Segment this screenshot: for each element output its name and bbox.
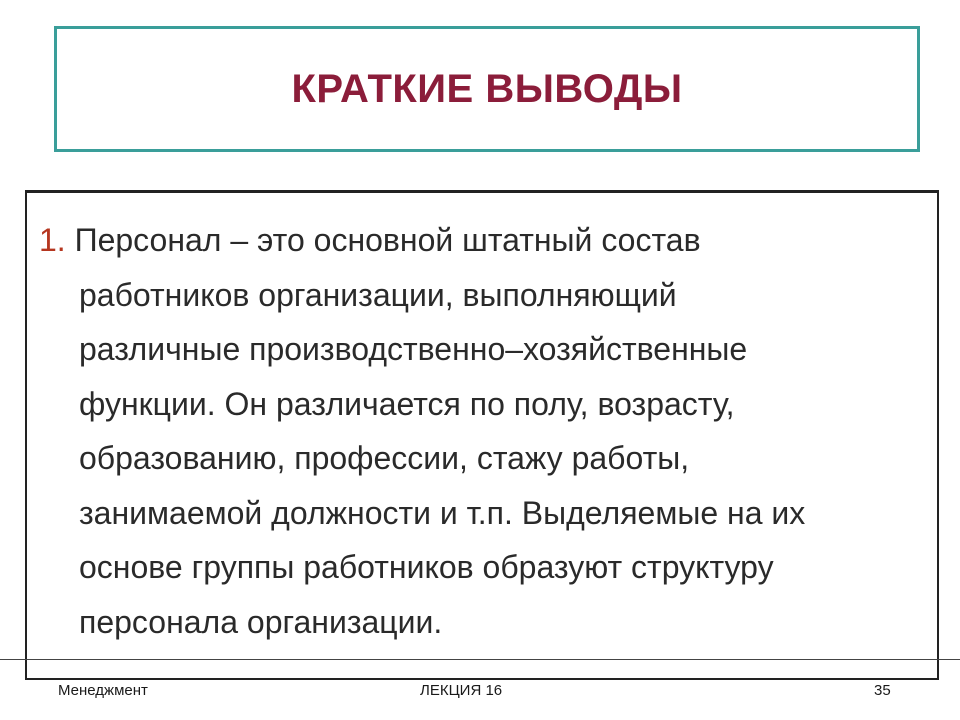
paragraph-line: работников организации, выполняющий — [79, 276, 677, 313]
paragraph-line: образованию, профессии, стажу работы, — [79, 440, 690, 476]
footer-course-name: Менеджмент — [58, 682, 148, 699]
slide-title-box — [54, 26, 920, 152]
paragraph-line: функции. Он различается по полу, возрасту, — [79, 385, 735, 422]
paragraph-line: персонала организации. — [79, 603, 443, 640]
paragraph-line: различные производственно–хозяйственные — [79, 331, 748, 367]
footer-page-number: 35 — [874, 682, 891, 699]
paragraph-line-text: Персонал – это основной штатный состав — [74, 222, 701, 258]
footer-divider — [0, 659, 960, 660]
content-box — [25, 190, 939, 680]
paragraph-line: занимаемой должности и т.п. Выделяемые на их — [79, 494, 806, 531]
footer-lecture-label: ЛЕКЦИЯ 16 — [420, 682, 503, 699]
conclusion-paragraph — [39, 213, 929, 649]
paragraph-line — [39, 213, 929, 268]
slide-title: КРАТКИЕ ВЫВОДЫ — [291, 66, 683, 111]
paragraph-line: основе группы работников образуют структуру — [79, 549, 774, 585]
item-number: 1. — [39, 222, 66, 258]
